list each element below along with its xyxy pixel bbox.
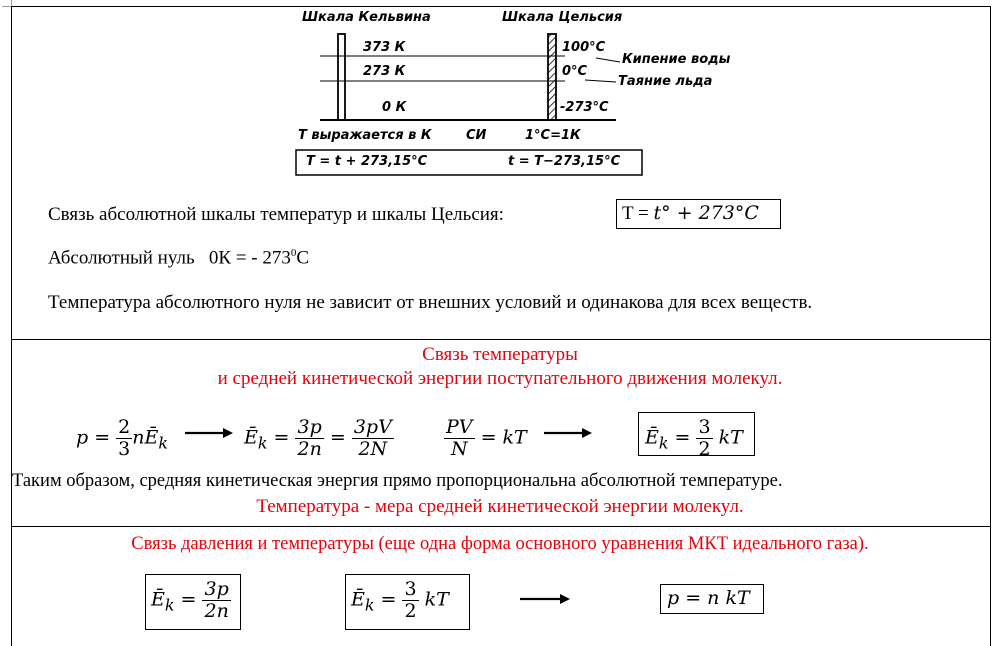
equation-energy-temperature: $Ē_k$ = $\frac{3}{2}$ kT <box>645 416 743 460</box>
celsius-melt-value: 0°С <box>562 64 588 79</box>
equation-pv-over-n: $\frac{PV}{N}$ = kT <box>446 416 527 460</box>
arrow-icon <box>185 426 235 440</box>
proportionality-conclusion: Таким образом, средняя кинетическая энергия прямо пропорциональна абсолютной температуре. <box>12 471 783 491</box>
celsius-boil-value: 100°С <box>562 40 606 55</box>
kelvin-zero-value: 0 К <box>382 100 407 115</box>
kelvin-boil-value: 373 К <box>363 40 406 55</box>
arrow-icon <box>544 426 594 440</box>
equation-energy-pressure: $Ē_k$ = $\frac{3p}{2n}$ <box>151 578 229 622</box>
scale-relation-text: Связь абсолютной шкалы температур и шкалы Цельсия: <box>48 204 504 225</box>
melt-label: Таяние льда <box>618 74 713 89</box>
section2-heading-line1: Связь температуры <box>422 344 578 365</box>
kelvin-melt-value: 273 К <box>363 64 406 79</box>
absolute-zero-value: 0К = - 273 <box>208 247 291 269</box>
absolute-zero-statement: Температура абсолютного нуля не зависит от внешних условий и одинакова для всех веществ. <box>48 292 813 313</box>
celsius-scale-title: Шкала Цельсия <box>502 10 623 25</box>
celsius-column <box>548 34 556 120</box>
absolute-zero-line: Абсолютный нуль 0К = - $273^0С$ <box>48 247 310 269</box>
equation-pressure-energy: p = $\frac{2}{3}$ $nĒ_k$ <box>76 416 168 460</box>
kelvin-scale-title: Шкала Кельвина <box>302 10 431 25</box>
table-top-border <box>11 6 991 7</box>
relation-formula: T = t° + 273°C <box>622 202 759 224</box>
formula-kelvin-from-celsius: Т = t + 273,15°С <box>306 154 428 169</box>
temperature-definition: Температура - мера средней кинетической энергии молекул. <box>256 496 744 517</box>
table-row-divider-2 <box>11 526 991 527</box>
boil-label: Кипение воды <box>622 52 731 67</box>
si-line-right: 1°С=1К <box>525 128 581 143</box>
arrow-icon <box>520 592 572 606</box>
equation-energy-kt: $Ē_k$ = $\frac{3}{2}$ kT <box>351 578 449 622</box>
section3-heading: Связь давления и температуры (еще одна форма основного уравнения МКТ идеального газа). <box>131 534 869 554</box>
section2-heading-line2: и средней кинетической энергии поступательного движения молекул. <box>217 368 783 389</box>
table-row-divider-1 <box>11 339 991 340</box>
formula-celsius-from-kelvin: t = Т−273,15°С <box>508 154 621 169</box>
si-line-mid: СИ <box>466 128 487 143</box>
equation-pressure-nkt: p = n kT <box>667 587 750 609</box>
absolute-zero-label: Абсолютный нуль <box>48 247 195 269</box>
kelvin-column <box>338 34 345 120</box>
equation-energy-from-pressure: $Ē_k$ = $\frac{3p}{2n}$ = $\frac{3pV}{2N}$ <box>244 416 392 460</box>
si-line-left: Т выражается в К <box>298 128 432 143</box>
celsius-zero-value: -273°С <box>560 100 609 115</box>
